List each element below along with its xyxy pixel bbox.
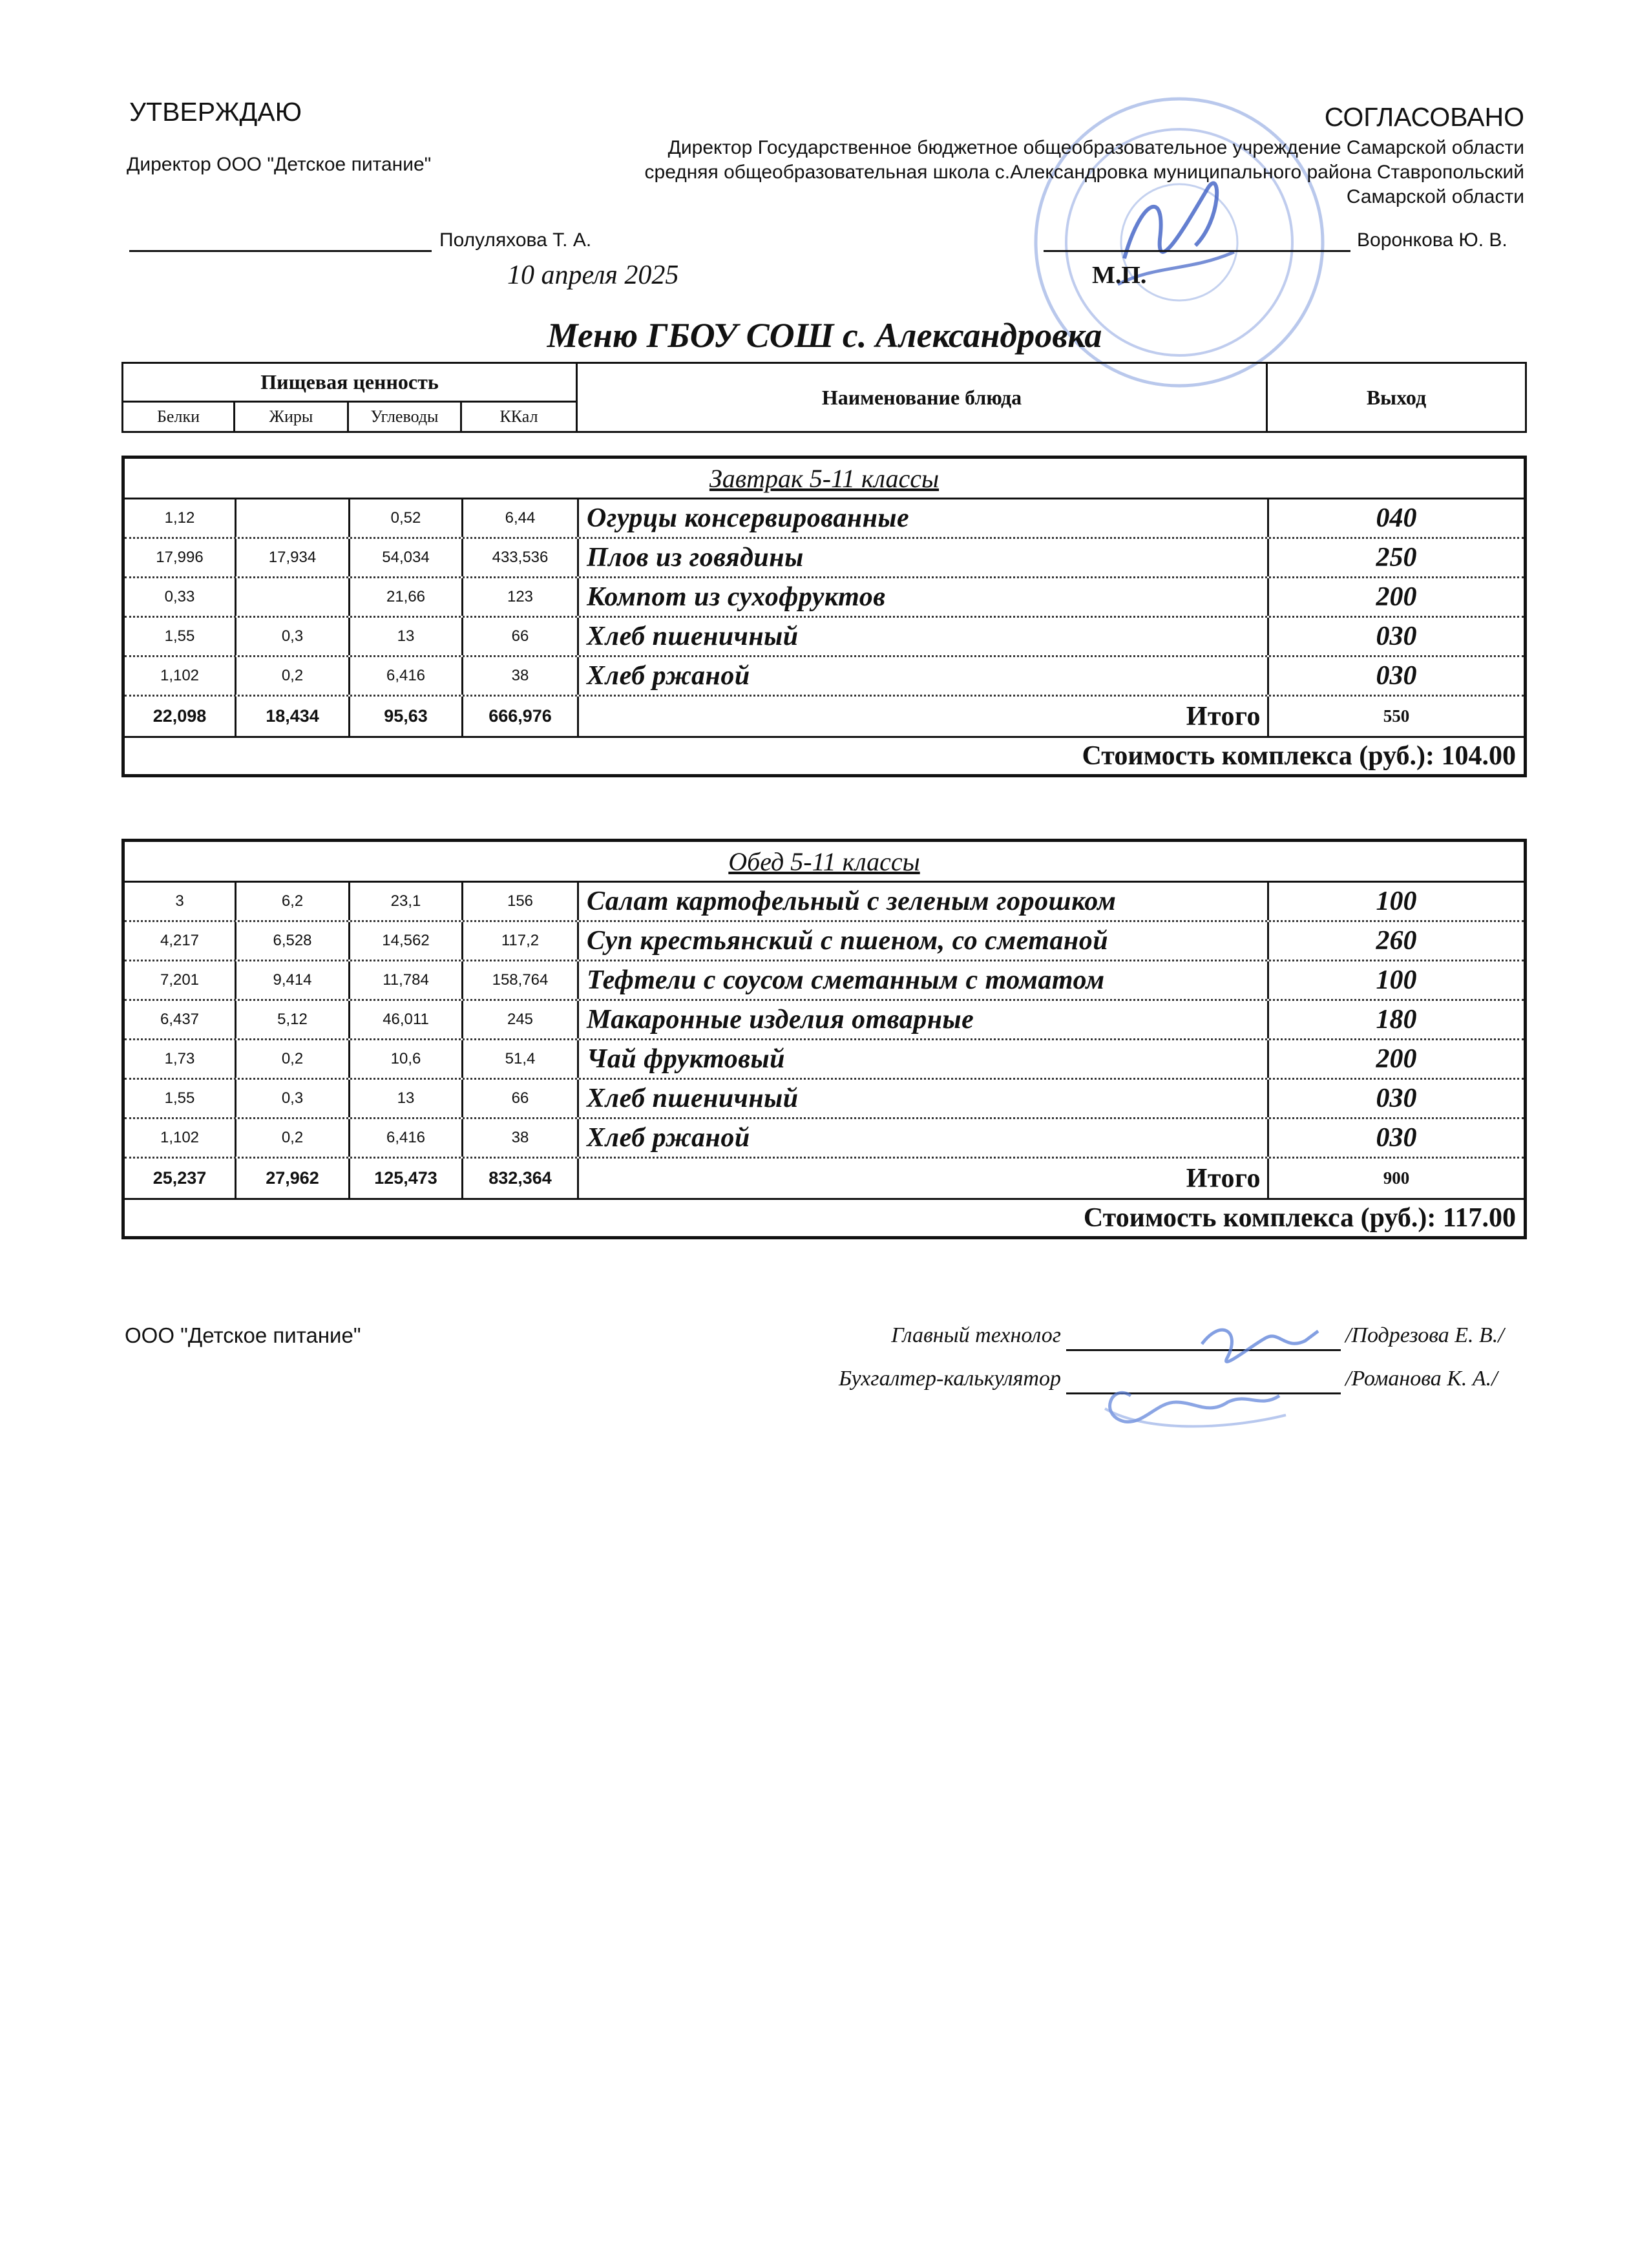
output-cell: 200	[1376, 582, 1417, 612]
carbs-cell: 6,416	[350, 1119, 463, 1157]
output-cell: 200	[1376, 1044, 1417, 1074]
dish-cell: Компот из сухофруктов	[579, 578, 1269, 616]
total-output: 550	[1383, 706, 1410, 726]
table-row	[125, 657, 1524, 697]
technologist-role: Главный технолог	[891, 1323, 1061, 1347]
section-title: Обед 5-11 классы	[125, 842, 1524, 883]
page-title: Меню ГБОУ СОШ с. Александровка	[547, 316, 1102, 355]
protein-cell: 3	[125, 883, 236, 920]
protein-header: Белки	[123, 403, 235, 431]
output-cell: 180	[1376, 1005, 1417, 1034]
output-cell: 260	[1376, 926, 1417, 956]
protein-cell: 6,437	[125, 1001, 236, 1038]
dish-cell: Чай фруктовый	[579, 1040, 1269, 1078]
dish-cell: Хлеб ржаной	[579, 657, 1269, 695]
complex-cost: Стоимость комплекса (руб.): 104.00	[1082, 741, 1516, 771]
technologist-name: /Подрезова Е. В./	[1345, 1323, 1504, 1347]
approve-signature-line	[129, 250, 432, 252]
table-row	[125, 618, 1524, 657]
table-row	[125, 1080, 1524, 1119]
fat-cell: 6,2	[236, 883, 350, 920]
output-cell: 250	[1376, 543, 1417, 572]
kcal-cell: 117,2	[463, 922, 579, 960]
carbs-cell: 0,52	[350, 499, 463, 537]
output-cell: 030	[1376, 1084, 1417, 1113]
output-cell: 100	[1376, 887, 1417, 916]
total-kcal: 666,976	[463, 697, 579, 736]
kcal-cell: 158,764	[463, 961, 579, 999]
column-header	[121, 362, 1527, 433]
dish-cell: Плов из говядины	[579, 539, 1269, 576]
fat-cell: 5,12	[236, 1001, 350, 1038]
table-row	[125, 961, 1524, 1001]
protein-cell: 1,55	[125, 618, 236, 655]
protein-cell: 4,217	[125, 922, 236, 960]
kcal-cell: 156	[463, 883, 579, 920]
agree-title: СОГЛАСОВАНО	[1324, 102, 1524, 132]
total-carbs: 125,473	[350, 1159, 463, 1198]
output-cell: 030	[1376, 1123, 1417, 1153]
dish-cell: Хлеб ржаной	[579, 1119, 1269, 1157]
carbs-cell: 13	[350, 618, 463, 655]
output-cell: 030	[1376, 622, 1417, 651]
dish-cell: Хлеб пшеничный	[579, 618, 1269, 655]
dish-cell: Суп крестьянский с пшеном, со сметаной	[579, 922, 1269, 960]
approve-name: Полуляхова Т. А.	[439, 229, 592, 251]
dish-cell: Салат картофельный с зеленым горошком	[579, 883, 1269, 920]
fat-cell: 9,414	[236, 961, 350, 999]
total-protein: 25,237	[125, 1159, 236, 1198]
approve-role: Директор ООО "Детское питание"	[127, 154, 432, 175]
table-row	[125, 1001, 1524, 1040]
footer-org: ООО "Детское питание"	[125, 1323, 361, 1347]
fat-cell	[236, 499, 350, 537]
handwritten-signatures	[1073, 1305, 1344, 1447]
section-title: Завтрак 5-11 классы	[125, 459, 1524, 499]
total-protein: 22,098	[125, 697, 236, 736]
protein-cell: 0,33	[125, 578, 236, 616]
table-row	[125, 539, 1524, 578]
output-cell: 100	[1376, 965, 1417, 995]
kcal-cell: 38	[463, 1119, 579, 1157]
carbs-cell: 13	[350, 1080, 463, 1117]
accountant-name: /Романова К. А./	[1345, 1367, 1498, 1391]
breakfast-section	[121, 456, 1527, 777]
carbs-cell: 10,6	[350, 1040, 463, 1078]
table-row	[125, 578, 1524, 618]
protein-cell: 1,12	[125, 499, 236, 537]
kcal-cell: 433,536	[463, 539, 579, 576]
total-fat: 18,434	[236, 697, 350, 736]
fat-cell: 0,3	[236, 618, 350, 655]
agree-name: Воронкова Ю. В.	[1357, 229, 1507, 251]
table-row	[125, 499, 1524, 539]
total-row	[125, 1159, 1524, 1200]
dish-cell: Макаронные изделия отварные	[579, 1001, 1269, 1038]
carbs-cell: 6,416	[350, 657, 463, 695]
kcal-cell: 51,4	[463, 1040, 579, 1078]
protein-cell: 1,55	[125, 1080, 236, 1117]
total-label: Итого	[579, 697, 1269, 736]
fat-cell: 0,2	[236, 1119, 350, 1157]
protein-cell: 7,201	[125, 961, 236, 999]
kcal-cell: 245	[463, 1001, 579, 1038]
nutrition-header: Пищевая ценность	[123, 364, 578, 403]
table-row	[125, 1040, 1524, 1080]
kcal-cell: 6,44	[463, 499, 579, 537]
complex-cost: Стоимость комплекса (руб.): 117.00	[1083, 1203, 1516, 1233]
kcal-cell: 66	[463, 618, 579, 655]
total-fat: 27,962	[236, 1159, 350, 1198]
lunch-section	[121, 839, 1527, 1239]
total-output: 900	[1383, 1168, 1410, 1188]
agree-signature-line	[1044, 250, 1350, 252]
kcal-cell: 66	[463, 1080, 579, 1117]
table-row	[125, 883, 1524, 922]
carbs-cell: 11,784	[350, 961, 463, 999]
dish-cell: Хлеб пшеничный	[579, 1080, 1269, 1117]
approve-date: 10 апреля 2025	[507, 260, 679, 290]
output-header: Выход	[1366, 385, 1427, 409]
carbs-header: Углеводы	[349, 403, 462, 431]
carbs-cell: 54,034	[350, 539, 463, 576]
protein-cell: 1,73	[125, 1040, 236, 1078]
carbs-cell: 46,011	[350, 1001, 463, 1038]
table-row	[125, 922, 1524, 961]
dish-cell: Тефтели с соусом сметанным с томатом	[579, 961, 1269, 999]
protein-cell: 1,102	[125, 657, 236, 695]
protein-cell: 17,996	[125, 539, 236, 576]
total-carbs: 95,63	[350, 697, 463, 736]
total-kcal: 832,364	[463, 1159, 579, 1198]
fat-cell: 6,528	[236, 922, 350, 960]
fat-header: Жиры	[235, 403, 349, 431]
carbs-cell: 14,562	[350, 922, 463, 960]
agree-role: Директор Государственное бюджетное общеобразовательное учреждение Самарской области средняя общеобразовательная школа с.Александровка муниципального района Ставропольский Самарской области	[644, 137, 1524, 207]
fat-cell	[236, 578, 350, 616]
output-cell: 030	[1376, 661, 1417, 691]
carbs-cell: 23,1	[350, 883, 463, 920]
fat-cell: 0,2	[236, 1040, 350, 1078]
kcal-cell: 123	[463, 578, 579, 616]
protein-cell: 1,102	[125, 1119, 236, 1157]
output-cell: 040	[1376, 503, 1417, 533]
fat-cell: 0,3	[236, 1080, 350, 1117]
total-row	[125, 697, 1524, 738]
kcal-header: ККал	[462, 403, 578, 431]
accountant-role: Бухгалтер-калькулятор	[838, 1367, 1061, 1391]
table-row	[125, 1119, 1524, 1159]
carbs-cell: 21,66	[350, 578, 463, 616]
dish-header: Наименование блюда	[578, 364, 1268, 431]
fat-cell: 0,2	[236, 657, 350, 695]
fat-cell: 17,934	[236, 539, 350, 576]
total-label: Итого	[579, 1159, 1269, 1198]
kcal-cell: 38	[463, 657, 579, 695]
approve-title: УТВЕРЖДАЮ	[129, 97, 302, 127]
dish-cell: Огурцы консервированные	[579, 499, 1269, 537]
mp-label: М.П.	[1092, 262, 1147, 289]
